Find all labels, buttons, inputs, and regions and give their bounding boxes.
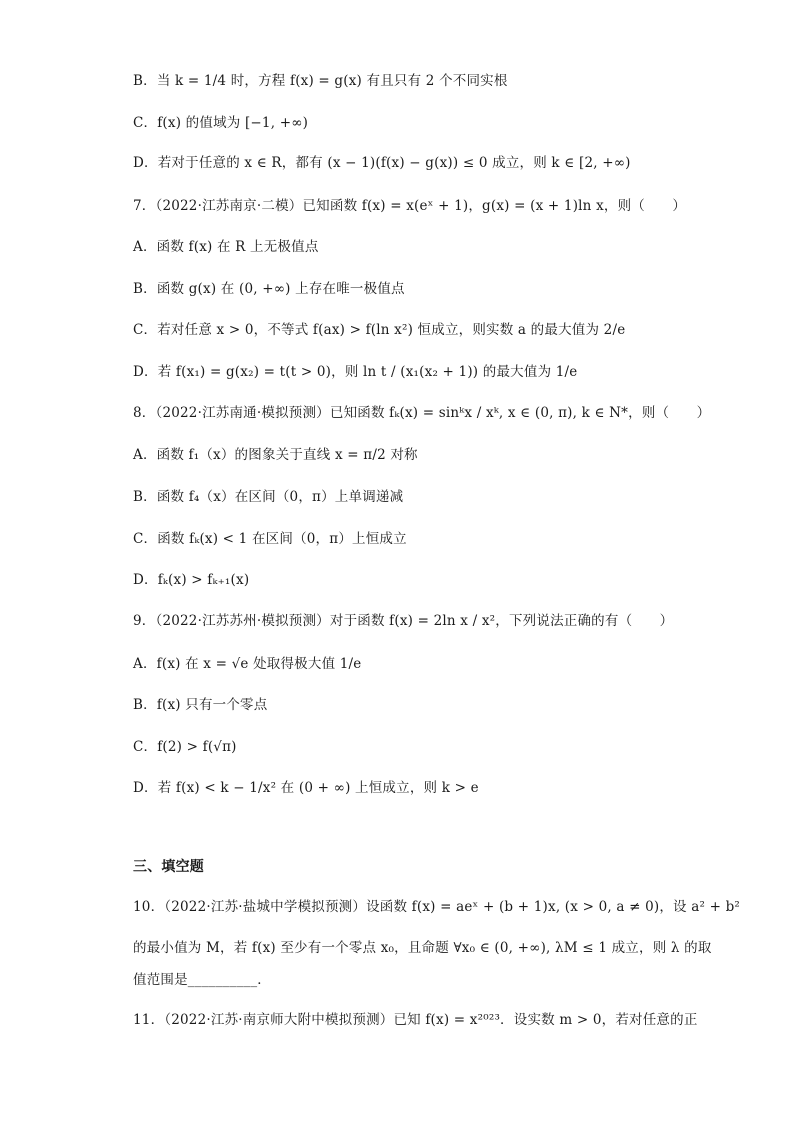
question-11: 11．（2022·江苏·南京师大附中模拟预测）已知 f(x) = x²⁰²³．设实数 m > 0，若对任意的正 (133, 1012, 698, 1028)
option-9c: C．f(2) > f(√π) (133, 739, 237, 755)
question-10: 10．（2022·江苏·盐城中学模拟预测）设函数 f(x) = aeˣ + (b + 1)x, (x > 0, a ≠ 0)，设 a² + b² (133, 899, 741, 915)
section-heading: 三、填空题 (133, 859, 204, 875)
option-7a: A．函数 f(x) 在 R 上无极值点 (133, 239, 319, 255)
option-9d: D．若 f(x) < k − 1/x² 在 (0 + ∞) 上恒成立，则 k > e (133, 780, 479, 796)
option-9b: B．f(x) 只有一个零点 (133, 697, 268, 713)
option-6d: D．若对于任意的 x ∈ R，都有 (x − 1)(f(x) − g(x)) ≤ 0 成立，则 k ∈ [2, +∞) (133, 155, 631, 171)
question-7: 7．（2022·江苏南京·二模）已知函数 f(x) = x(eˣ + 1)，g(x) = (x + 1)ln x，则（ ） (133, 198, 687, 214)
question-8: 8．（2022·江苏南通·模拟预测）已知函数 fₖ(x) = sinᵏx / xᵏ, x ∈ (0, π), k ∈ N*，则（ ） (133, 405, 711, 421)
question-10-cont: 的最小值为 M，若 f(x) 至少有一个零点 x₀，且命题 ∀x₀ ∈ (0, +∞), λM ≤ 1 成立，则 λ 的取 (133, 940, 712, 956)
option-7c: C．若对任意 x > 0，不等式 f(ax) > f(ln x²) 恒成立，则实数 a 的最大值为 2/e (133, 322, 626, 338)
option-8b: B．函数 f₄（x）在区间（0，π）上单调递减 (133, 489, 404, 505)
option-6c: C．f(x) 的值域为 [−1, +∞) (133, 115, 309, 131)
option-8a: A．函数 f₁（x）的图象关于直线 x = π/2 对称 (133, 447, 418, 463)
question-9: 9．（2022·江苏苏州·模拟预测）对于函数 f(x) = 2ln x / x²，下列说法正确的有（ ） (133, 613, 674, 629)
option-9a: A．f(x) 在 x = √e 处取得极大值 1/e (133, 656, 362, 672)
option-7b: B．函数 g(x) 在 (0, +∞) 上存在唯一极值点 (133, 281, 405, 297)
option-6b: B．当 k = 1/4 时，方程 f(x) = g(x) 有且只有 2 个不同实根 (133, 73, 508, 89)
option-8c: C．函数 fₖ(x) < 1 在区间（0，π）上恒成立 (133, 531, 407, 547)
question-10-blank: 值范围是__________． (133, 972, 271, 988)
option-8d: D．fₖ(x) > fₖ₊₁(x) (133, 572, 250, 588)
option-7d: D．若 f(x₁) = g(x₂) = t(t > 0)，则 ln t / (x₁(x₂ + 1)) 的最大值为 1/e (133, 364, 578, 380)
